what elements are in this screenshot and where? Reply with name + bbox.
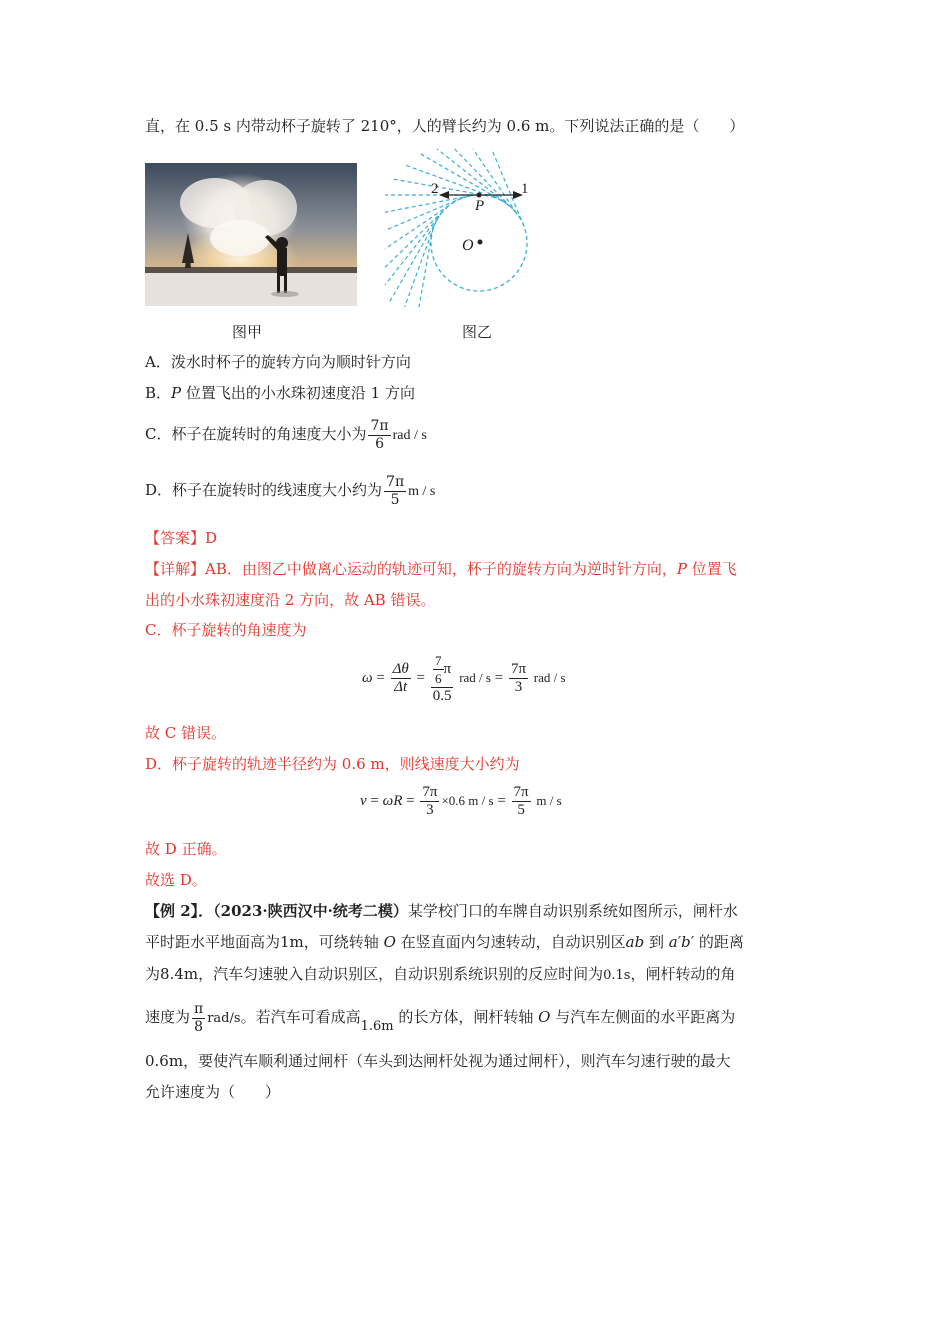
tangent-line bbox=[385, 198, 463, 230]
option-b: B．P 位置飞出的小水珠初速度沿 1 方向 bbox=[145, 384, 415, 402]
tangent-line bbox=[390, 219, 438, 301]
detail-line-4: 故 C 错误。 bbox=[145, 724, 227, 742]
equation-angular-velocity: ω = $\frac{\Delta\theta}{\Delta t}$ = $\frac{7}{6}$ π 0.5 rad / s = $\frac{7\pi}{3}$ rad / s bbox=[362, 653, 566, 704]
option-d: D．杯子在旋转时的线速度大小约为 $\frac{7\pi}{5}$ m / s bbox=[145, 473, 436, 508]
label-1: 1 bbox=[521, 181, 529, 197]
tangent-line bbox=[492, 149, 524, 227]
caption-figure-a: 图甲 bbox=[232, 323, 263, 341]
tangent-line bbox=[394, 179, 488, 195]
tangent-line bbox=[401, 227, 433, 307]
example2-line-4: 速度为 $\frac{\pi}{8}$ rad/s。若汽车可看成高1.6m 的长方体，闸杆转轴 O 与汽车左侧面的水平距离为 bbox=[145, 1000, 736, 1035]
point-p bbox=[477, 193, 482, 198]
example2-line-1: 【例 2】．（2023·陕西汉中·统考二模）某学校门口的车牌自动识别系统如图所示，闸杆水 bbox=[145, 902, 738, 920]
example2-line-2: 平时距水平地面高为1m，可绕转轴 O 在竖直面内匀速转动，自动识别区ab 到 a′b′ 的距离 bbox=[145, 933, 744, 951]
tangent-line bbox=[415, 235, 431, 307]
detail-line-5: D．杯子旋转的轨迹半径约为 0.6 m，则线速度大小约为 bbox=[145, 755, 520, 773]
center-o bbox=[478, 240, 483, 245]
diagram-centrifugal-trajectories bbox=[383, 147, 573, 311]
detail-line-1: 【详解】AB．由图乙中做离心运动的轨迹可知，杯子的旋转方向为逆时针方向，P 位置飞 bbox=[145, 560, 737, 578]
example2-line-5: 0.6m，要使汽车顺利通过闸杆（车头到达闸杆处视为通过闸杆），则汽车匀速行驶的最大 bbox=[145, 1052, 731, 1070]
tangent-line bbox=[385, 201, 455, 249]
question-intro: 直，在 0.5 s 内带动杯子旋转了 210°，人的臂长约为 0.6 m。下列说法正确的是（ ） bbox=[145, 117, 745, 135]
tangent-line bbox=[385, 206, 448, 267]
tangent-line bbox=[385, 196, 471, 212]
option-a: A．泼水时杯子的旋转方向为顺时针方向 bbox=[145, 353, 411, 371]
detail-line-6: 故 D 正确。 bbox=[145, 840, 227, 858]
example2-line-6: 允许速度为（ ） bbox=[145, 1083, 281, 1101]
label-p: P bbox=[475, 198, 485, 214]
tangent-line bbox=[385, 212, 442, 285]
label-o: O bbox=[462, 237, 474, 254]
example2-line-3: 为8.4m，汽车匀速驶入自动识别区，自动识别系统识别的反应时间为0.1s，闸杆转动的角 bbox=[145, 965, 736, 983]
detail-line-7: 故选 D。 bbox=[145, 871, 207, 889]
detail-line-2: 出的小水珠初速度沿 2 方向，故 AB 错误。 bbox=[145, 591, 436, 609]
detail-line-3: C．杯子旋转的角速度为 bbox=[145, 621, 307, 639]
arrow-2-head bbox=[439, 191, 449, 199]
tangent-lines bbox=[385, 149, 524, 307]
option-c: C．杯子在旋转时的角速度大小为 $\frac{7\pi}{6}$ rad / s bbox=[145, 417, 427, 452]
equation-linear-velocity: v = ωR = $\frac{7\pi}{3}$ ×0.6 m / s = $\frac{7\pi}{5}$ m / s bbox=[360, 784, 562, 818]
label-2: 2 bbox=[431, 181, 439, 197]
tangent-line bbox=[406, 165, 495, 197]
tangent-line bbox=[455, 149, 516, 212]
photo-boiling-water-throw bbox=[145, 163, 357, 306]
answer: 【答案】D bbox=[145, 529, 218, 547]
caption-figure-b: 图乙 bbox=[462, 323, 493, 341]
